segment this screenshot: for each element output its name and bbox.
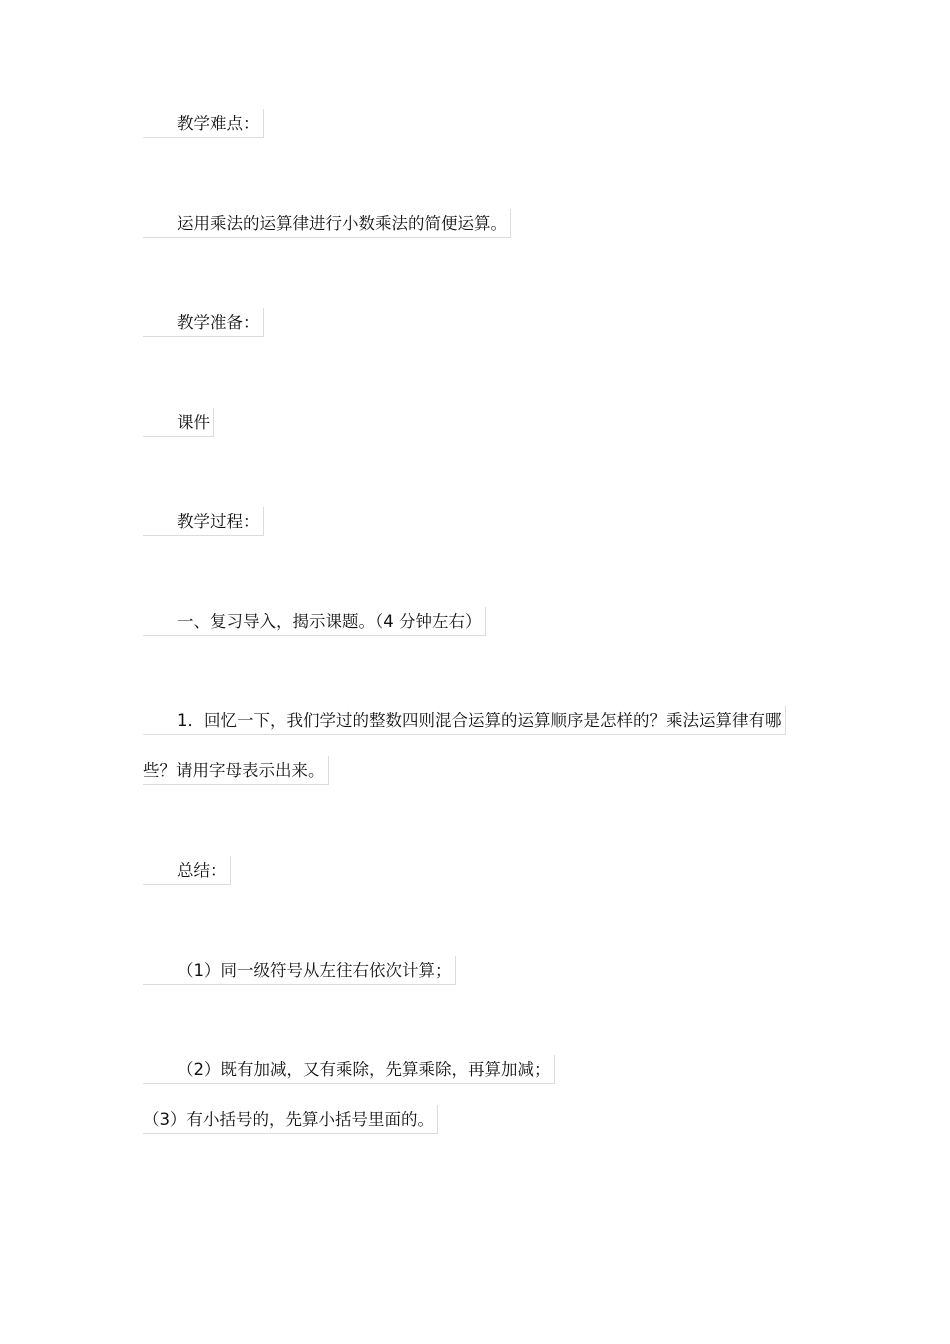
section-review-intro: 一、复习导入，揭示课题。（4 分钟左右） bbox=[143, 607, 486, 636]
heading-summary: 总结： bbox=[143, 856, 231, 885]
question-1-line-2: 些？请用字母表示出来。 bbox=[143, 756, 329, 785]
summary-item-3: （3）有小括号的，先算小括号里面的。 bbox=[143, 1105, 438, 1134]
summary-item-2: （2）既有加减，又有乘除，先算乘除，再算加减； bbox=[143, 1055, 555, 1084]
heading-teaching-process: 教学过程： bbox=[143, 507, 264, 536]
teaching-difficulty-text: 运用乘法的运算律进行小数乘法的简便运算。 bbox=[143, 209, 511, 238]
heading-teaching-preparation: 教学准备： bbox=[143, 308, 264, 337]
question-1-line-1: 1．回忆一下，我们学过的整数四则混合运算的运算顺序是怎样的？乘法运算律有哪 bbox=[143, 706, 786, 735]
summary-item-1: （1）同一级符号从左往右依次计算； bbox=[143, 956, 456, 985]
teaching-preparation-text: 课件 bbox=[143, 408, 214, 437]
heading-teaching-difficulty: 教学难点： bbox=[143, 109, 264, 138]
